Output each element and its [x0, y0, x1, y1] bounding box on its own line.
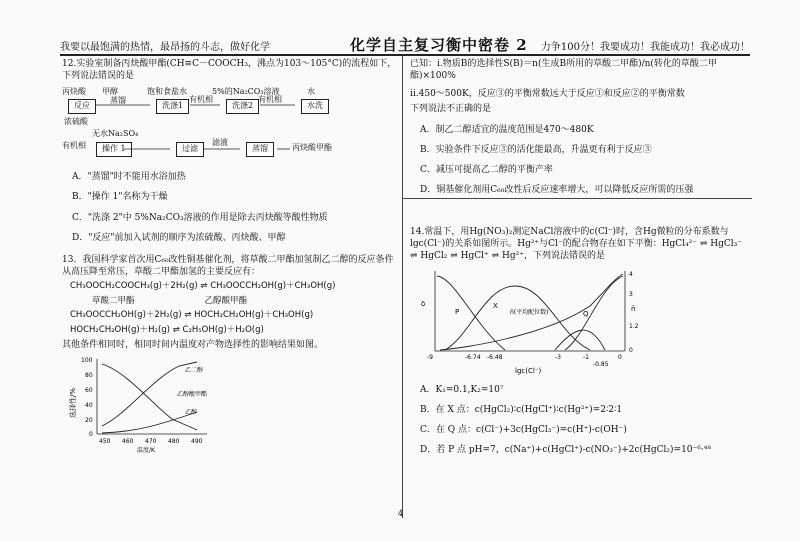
q13-ytick-40: 40	[85, 402, 93, 410]
flow-reagent-sulfate: 无水Na₂SO₄	[92, 129, 139, 139]
q14-xtick-neg1: -1	[583, 353, 589, 361]
q13-ytick-20: 20	[85, 417, 93, 425]
flow-box-reaction: 反应	[68, 99, 96, 114]
q13-series-ethanol: 乙醇	[185, 409, 198, 417]
q13-option-c: C．减压可提高乙二醇的平衡产率	[420, 164, 553, 175]
q14-stem: 14.常温下，用Hg(NO₃)₂测定NaCl溶液中的c(Cl⁻)时，含Hg微粒的分布系数与lgc(Cl⁻)的关系如图所示。Hg²⁺与Cl⁻的配合物存在如下平衡：HgCl₄²⁻ ⇌ HgCl₃⁻ ⇌ HgCl₂ ⇌ HgCl⁺ ⇌ Hg²⁺，下列说法错误的是	[410, 227, 743, 262]
header-slogan: 力争100分！我要成功！我能成功！我必成功！	[540, 42, 750, 53]
flow-label-organic1: 有机相	[189, 95, 213, 105]
q13-ytick-80: 80	[85, 372, 93, 380]
q12-stem: 12.实验室制备丙炔酸甲酯(CH≡C－COOCH₃，沸点为103～105°C)的流程如下，下列说法错误的是	[62, 59, 397, 82]
q12-flowchart	[62, 85, 397, 163]
flow-box-filter: 过滤	[176, 142, 204, 157]
q13-series-ester: 乙醇酸甲酯	[177, 391, 208, 399]
q14-xtick-neg085: -0.85	[593, 360, 609, 368]
q14-curve-mid-label: n̄(平均配位数)	[510, 308, 549, 316]
flow-box-wash2: 洗涤2	[226, 99, 259, 114]
flow-reagent-water: 水	[307, 87, 315, 97]
q13-ytick-0: 0	[89, 431, 93, 439]
flow-reagent-carbonate: 5%的Na₂CO₃溶液	[212, 87, 280, 97]
page-title: 化学自主复习衡中密卷 2	[350, 36, 528, 54]
q14-rtick-0: 0	[629, 346, 633, 354]
q13-eq1-label-b: 乙醇酸甲酯	[204, 295, 248, 306]
flow-product: 丙炔酸甲酯	[292, 143, 332, 153]
q13-chart-ylabel: 选择性/%	[69, 388, 77, 419]
q14-curve-hg2	[437, 276, 505, 350]
q14-xtick-neg3: -3	[555, 353, 561, 361]
q12-option-b: B．"操作 1"名称为干燥	[72, 192, 168, 203]
q13-xtick-450: 450	[99, 438, 111, 446]
q14-xtick-neg648: -6.48	[487, 353, 503, 361]
q13-stem: 13．我国科学家首次用C₆₀改性铜基催化剂，将草酸二甲酯加氢制乙二醇的反应条件从高压降至常压，草酸二甲酯加氢的主要反应有：	[62, 254, 394, 277]
q14-xtick-0: 0	[618, 353, 622, 361]
page-number: 4	[398, 509, 404, 518]
flow-reagent-methanol: 甲醇	[102, 87, 118, 97]
q13-ask: 下列说法不正确的是	[410, 104, 492, 115]
page-header	[60, 32, 750, 56]
header-motto: 我要以最饱满的热情，最昂扬的斗志，做好化学	[60, 42, 270, 53]
q14-option-c: C．在 Q 点：c(Cl⁻)+3c(HgCl₃⁻)=c(H⁺)-c(OH⁻)	[420, 424, 627, 435]
q14-rtick-12: 1.2	[629, 322, 639, 330]
flow-reagent-acid: 丙炔酸	[62, 87, 86, 97]
right-column	[410, 58, 750, 456]
q14-option-a: A．K₁=0.1,K₂=10⁷	[420, 384, 504, 395]
q13-note2: ii.450～500K，反应③的平衡常数远大于反应①和反应②的平衡常数	[410, 89, 685, 100]
q12-option-c: C．"洗涤 2"中 5%Na₂CO₃溶液的作用是除去丙炔酸等酸性物质	[72, 212, 328, 223]
q13-xtick-490: 490	[191, 438, 203, 446]
q14-left-label: δ	[421, 299, 426, 308]
flow-box-wash1: 洗涤1	[156, 99, 189, 114]
flow-label-organic2: 有机相	[258, 95, 282, 105]
q14-distribution-chart	[415, 266, 655, 376]
q13-chart-xlabel: 温度/K	[137, 447, 155, 455]
q13-ytick-100: 100	[81, 357, 93, 365]
flow-box-water-wash: 水洗	[301, 99, 329, 114]
flow-box-distill: 蒸馏	[246, 142, 274, 157]
q13-xtick-460: 460	[122, 438, 134, 446]
flow-label-filtrate: 滤液	[212, 138, 228, 148]
q14-right-label: n̄	[631, 304, 636, 313]
q14-xtick-neg9: -9	[427, 353, 433, 361]
q14-point-p: P	[455, 307, 460, 316]
q14-option-d: D．若 P 点 pH=7，c(Na⁺)+c(HgCl⁺)-c(NO₃⁻)+2c(HgCl₂)=10⁻⁶·⁴⁸	[420, 444, 711, 455]
column-divider	[402, 56, 403, 518]
q12-option-d: D．"反应"前加入试剂的顺序为浓硫酸、丙炔酸、甲醇	[72, 232, 286, 243]
flow-arrows	[62, 85, 362, 163]
q13-eq1-labels	[92, 296, 397, 307]
q13-curve-ethanol	[102, 412, 197, 433]
q13-note: 已知：i.物质B的选择性S(B)＝n(生成B所用的草酸二甲酯)/n(转化的草酸二甲酯)×100%	[410, 59, 717, 82]
q12-option-a: A．"蒸馏"时不能用水浴加热	[72, 172, 186, 183]
q13-eq2: CH₃OOCCH₂OH(g)＋2H₂(g) ⇌ HOCH₂CH₂OH(g)＋CH₃OH(g)	[70, 310, 314, 321]
flow-reagent-brine: 饱和食盐水	[147, 87, 187, 97]
q13-series-glycol: 乙二醇	[185, 367, 204, 375]
q13-eq1: CH₃OOCH₂COOCH₃(g)＋2H₂(g) ⇌ CH₃OOCCH₂OH(g)＋CH₃OH(g)	[70, 281, 336, 292]
flow-reagent-sulfuric: 浓硫酸	[64, 117, 88, 127]
q13-xtick-480: 480	[168, 438, 180, 446]
q13-option-d: D．铜基催化剂用C₆₀改性后反应速率增大，可以降低反应所需的压强	[420, 184, 694, 195]
q13-selectivity-chart	[67, 354, 217, 454]
q14-point-x: X	[493, 301, 498, 310]
q13-eq1-label-a: 草酸二甲酯	[92, 295, 135, 306]
flow-label-organic3: 有机相	[62, 141, 86, 151]
q13-ytick-60: 60	[85, 387, 93, 395]
q13-option-a: A．制乙二醇适宜的温度范围是470～480K	[420, 124, 594, 135]
q14-rtick-3: 3	[629, 290, 633, 298]
q14-xtick-neg674: -6.74	[465, 353, 481, 361]
q13-eq3: HOCH₂CH₂OH(g)＋H₂(g) ⇌ C₂H₅OH(g)＋H₂O(g)	[70, 324, 264, 335]
flow-step-distill: 蒸馏	[110, 96, 126, 106]
q13-xtick-470: 470	[145, 438, 157, 446]
q14-curve-hgcl4	[565, 276, 623, 350]
q14-rtick-4: 4	[629, 270, 633, 278]
q14-chart-xlabel: lgc(Cl⁻)	[515, 366, 542, 375]
left-column	[62, 58, 397, 454]
q14-option-b: B．在 X 点：c(HgCl₂)∶c(HgCl⁺)∶c(Hg²⁺)=2∶2∶1	[420, 404, 623, 415]
q13-tail: 其他条件相同时，相同时间内温度对产物选择性的影响结果如图。	[62, 340, 324, 350]
q13-option-b: B．实验条件下反应③的活化能最高，升温更有利于反应③	[420, 144, 652, 155]
flow-box-op1: 操作 1	[96, 142, 132, 157]
q14-point-q: Q	[583, 309, 589, 318]
